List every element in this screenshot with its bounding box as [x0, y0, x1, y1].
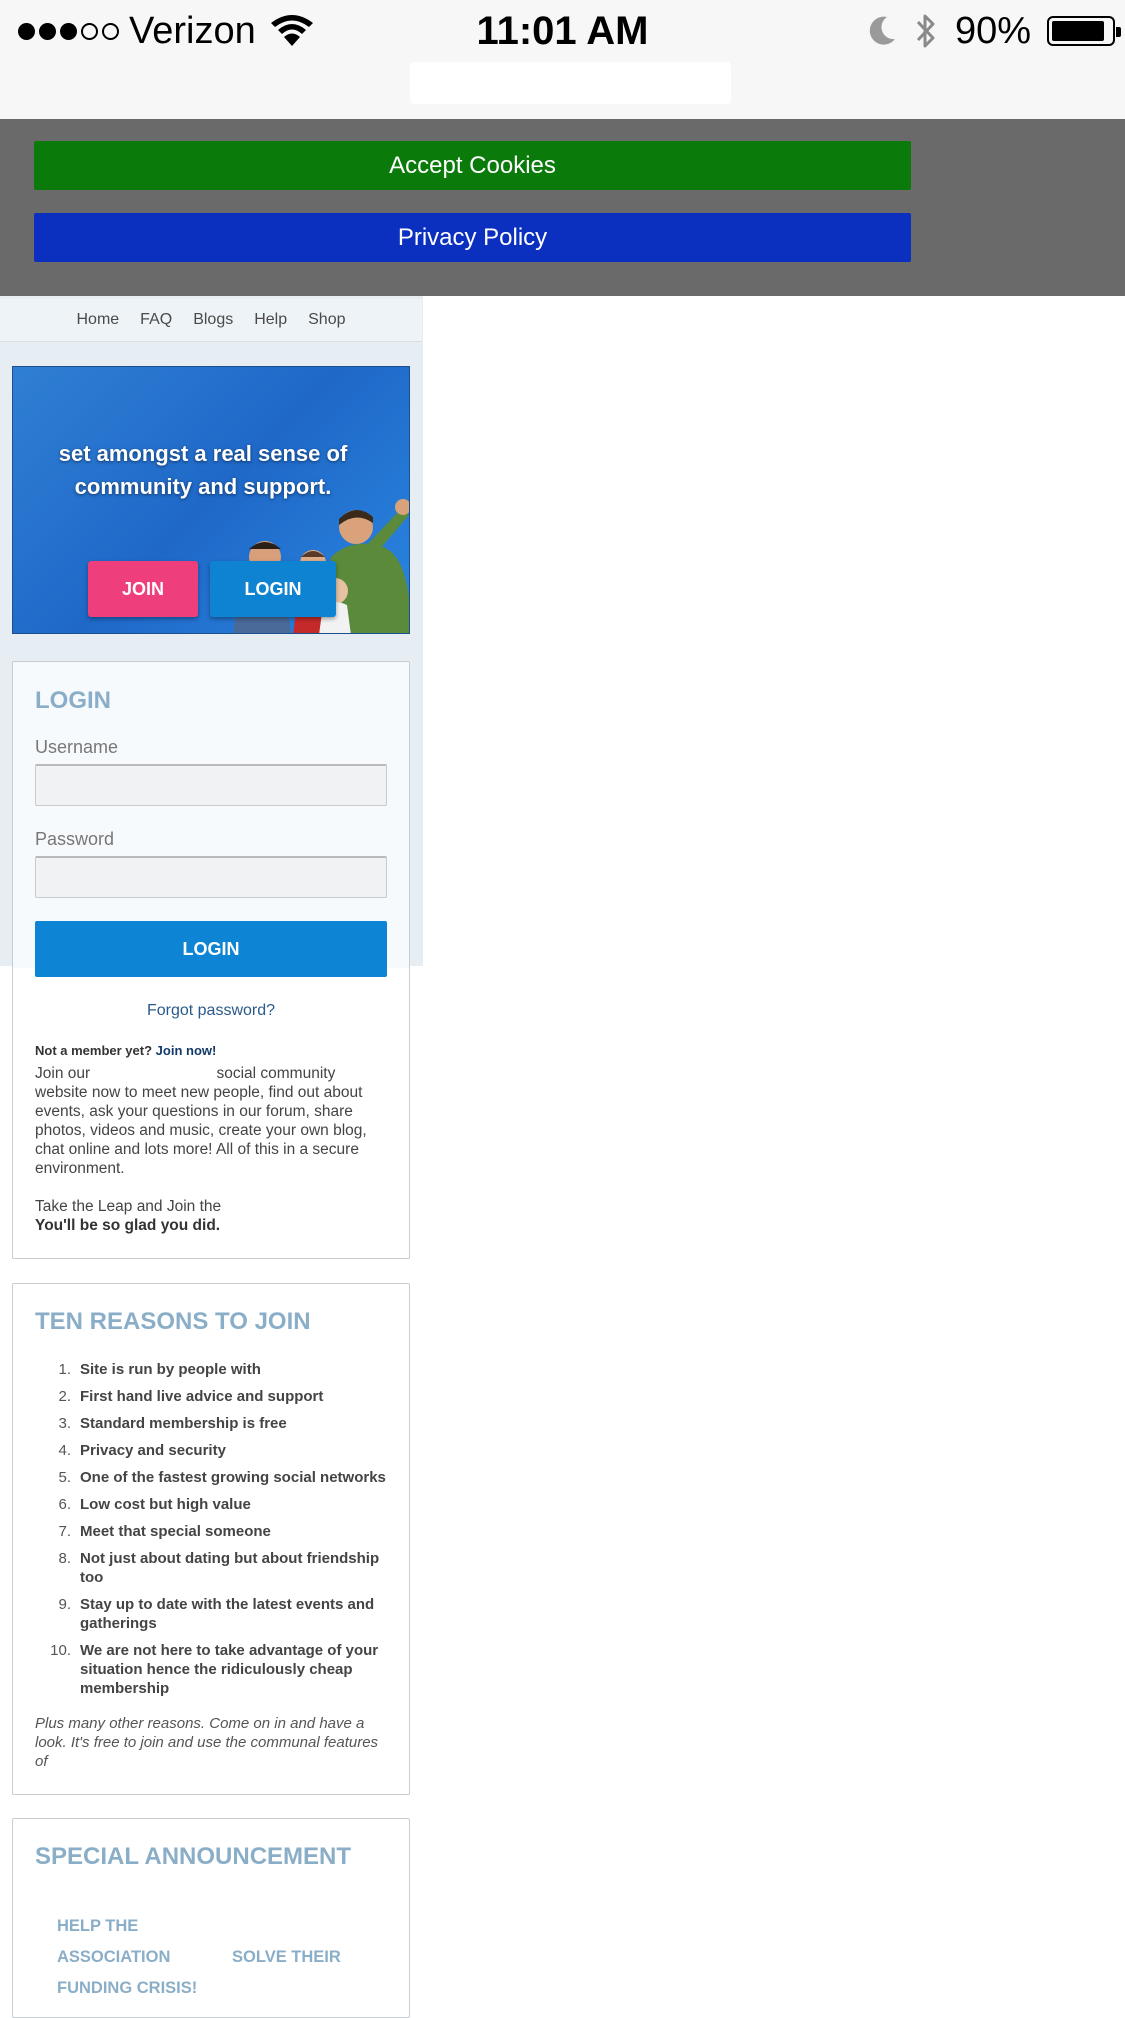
reason-item: 6. Low cost but high value [58, 1496, 251, 1513]
join-description [35, 1064, 387, 1178]
battery-percent: 90% [954, 9, 1031, 52]
glad-line: You'll be so glad you did. [35, 1217, 221, 1234]
hero-headline: set amongst a real sense of community and support. [58, 441, 348, 499]
join-description-rest: social community website now to meet new people, find out about events, ask your questions in our forum, share photos, videos and music, create your own blog, chat online and lots more! All of this in a secure environment. [35, 1065, 367, 1177]
cookie-banner [0, 119, 1125, 296]
reason-item: 9. Stay up to date with the latest events and gatherings [58, 1596, 375, 1632]
login-submit-button[interactable]: LOGIN [35, 921, 387, 977]
ten-reasons-panel [12, 1283, 410, 1795]
hero-banner [12, 366, 410, 634]
reasons-title: TEN REASONS TO JOIN [35, 1308, 311, 1335]
reason-item: 1. Site is run by people with [58, 1361, 261, 1378]
special-announcement-panel [12, 1818, 410, 2018]
reason-item: 3. Standard membership is free [58, 1415, 287, 1432]
announcement-link-solve-their[interactable]: SOLVE THEIR [232, 1948, 341, 1966]
reason-item: 8. Not just about dating but about friendship too [58, 1550, 380, 1586]
nav-home-link[interactable]: Home [76, 311, 120, 328]
hero-login-button[interactable]: LOGIN [210, 561, 336, 617]
do-not-disturb-moon-icon [867, 15, 897, 47]
announcement-title: SPECIAL ANNOUNCEMENT [35, 1843, 352, 1870]
status-bar [0, 0, 1125, 119]
address-bar[interactable] [410, 62, 731, 104]
forgot-password-link[interactable]: Forgot password? [146, 1002, 276, 1019]
take-the-leap-text [35, 1197, 387, 1235]
reason-item: 10. We are not here to take advantage of your situation hence the ridiculously cheap membership [50, 1642, 379, 1697]
login-title: LOGIN [35, 687, 111, 714]
status-time: 11:01 AM [476, 9, 649, 53]
accept-cookies-button[interactable]: Accept Cookies [34, 141, 911, 190]
hero-join-button[interactable]: JOIN [88, 561, 198, 617]
leap-line: Take the Leap and Join the [35, 1198, 222, 1215]
password-input[interactable] [35, 856, 387, 898]
reason-item: 4. Privacy and security [58, 1442, 226, 1459]
not-member-label: Not a member yet? [35, 1043, 153, 1058]
nav-help-link[interactable]: Help [254, 311, 288, 328]
username-input[interactable] [35, 764, 387, 806]
join-description-start: Join our [35, 1065, 91, 1082]
not-member-text [35, 1043, 216, 1058]
nav-shop-link[interactable]: Shop [308, 311, 346, 328]
reason-item: 2. First hand live advice and support [58, 1388, 324, 1405]
password-label: Password [35, 829, 115, 849]
join-now-link[interactable]: Join now! [155, 1043, 217, 1058]
login-panel [12, 661, 410, 1259]
announcement-link-help-association[interactable]: HELP THE ASSOCIATION FUNDING CRISIS! [57, 1917, 198, 1997]
privacy-policy-button[interactable]: Privacy Policy [34, 213, 911, 262]
reason-item: 7. Meet that special someone [58, 1523, 271, 1540]
top-nav [0, 299, 422, 342]
carrier-name: Verizon [129, 9, 256, 52]
reasons-list [35, 1360, 395, 1706]
reasons-footer: Plus many other reasons. Come on in and have a look. It's free to join and use the communal features of [35, 1715, 379, 1770]
nav-faq-link[interactable]: FAQ [140, 311, 173, 328]
status-right [867, 8, 1115, 54]
nav-blogs-link[interactable]: Blogs [193, 311, 234, 328]
bluetooth-icon [913, 11, 939, 51]
username-label: Username [35, 737, 119, 757]
reason-item: 5. One of the fastest growing social networks [58, 1469, 386, 1486]
battery-icon [1047, 16, 1115, 46]
